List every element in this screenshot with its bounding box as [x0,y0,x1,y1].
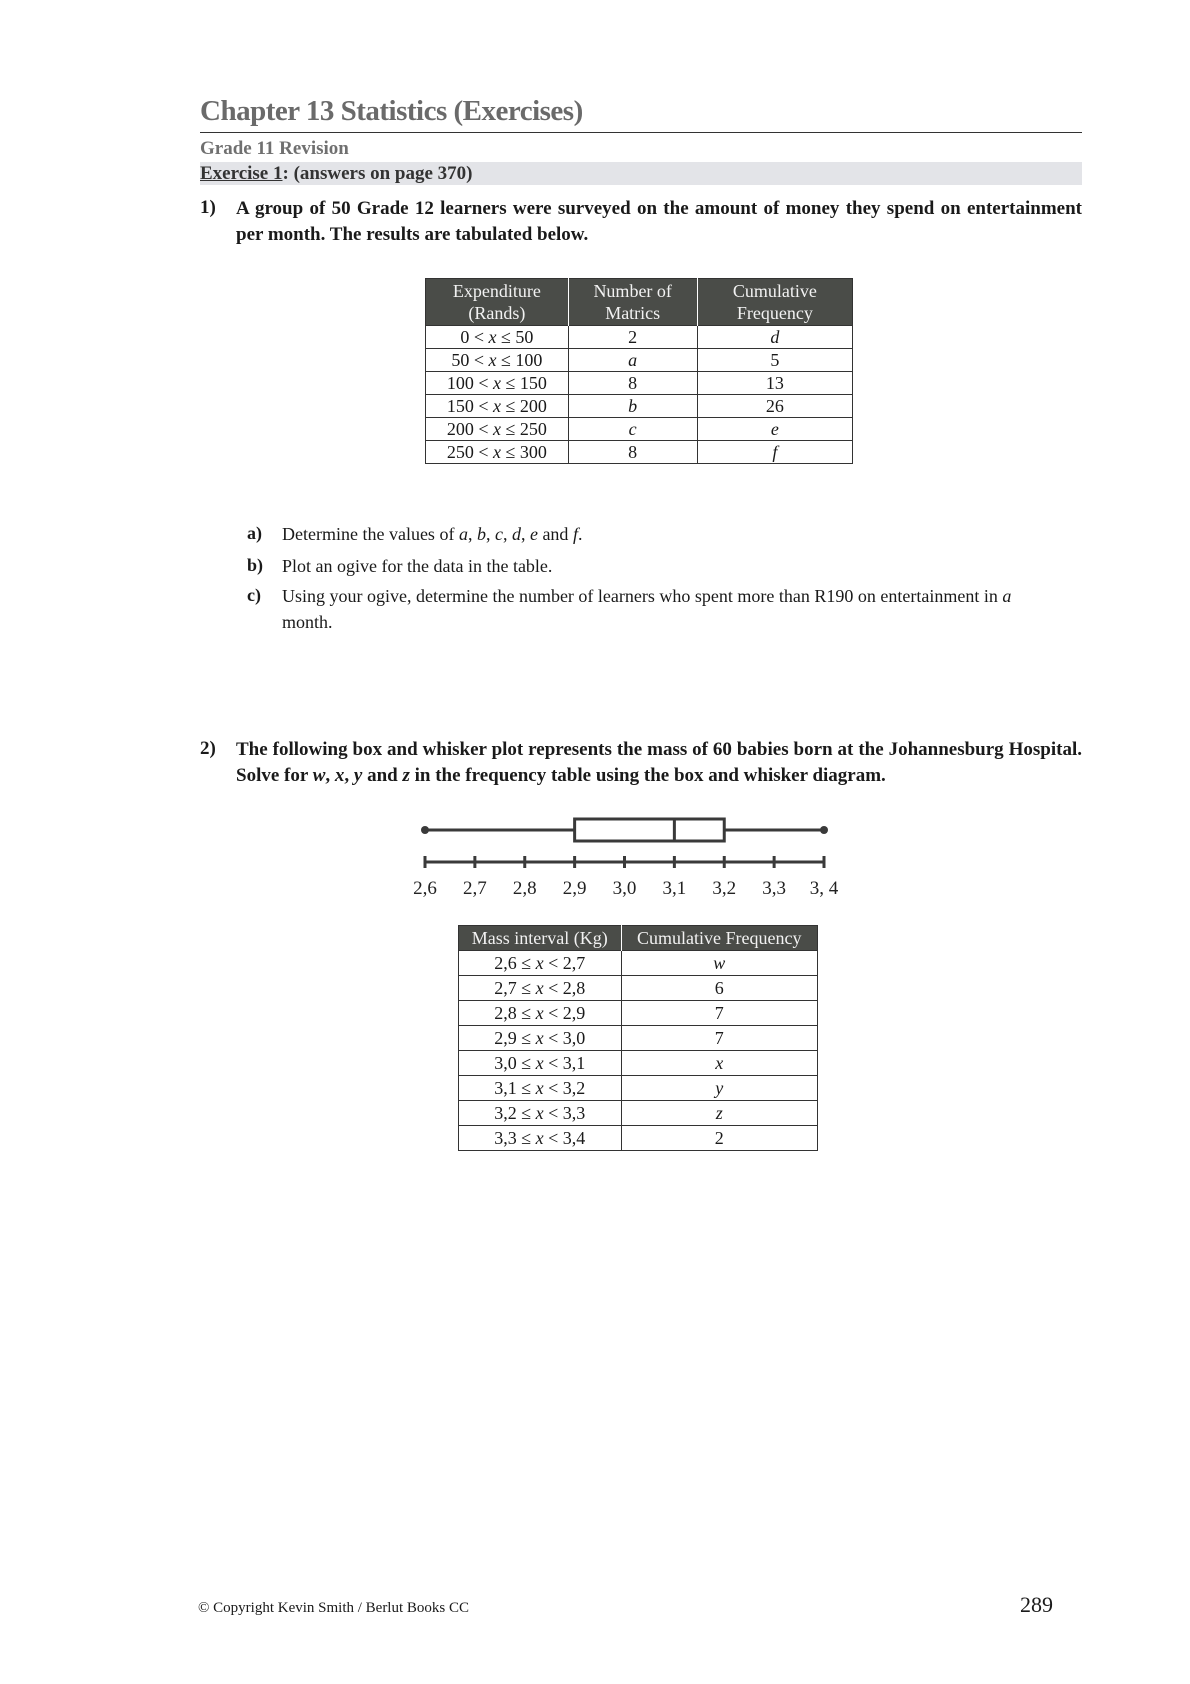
table-cell: 3,0 ≤ x < 3,1 [459,1051,622,1076]
column-header: Cumulative Frequency [621,926,817,951]
title-rule [200,132,1082,133]
min-point [421,826,429,834]
expenditure-table [425,278,853,464]
copyright-footer: © Copyright Kevin Smith / Berlut Books CC [198,1600,469,1616]
section-subtitle: Grade 11 Revision [200,138,349,159]
question-1-number: 1) [200,197,216,218]
table-row [459,1001,818,1026]
table-cell: w [621,951,817,976]
table-cell: f [697,441,852,464]
part-label: c) [247,585,261,605]
table-cell: 8 [568,441,697,464]
tick-label: 3, 4 [809,878,839,899]
page-number: 289 [1020,1592,1053,1617]
table-cell: 8 [568,372,697,395]
table-cell: c [568,418,697,441]
iqr-box [575,819,725,841]
table-cell: a [568,349,697,372]
table-row [426,395,853,418]
table-cell: z [621,1101,817,1126]
table-row [426,441,853,464]
table-cell: d [697,326,852,349]
part-text: Determine the values of a, b, c, d, e and f. [282,524,583,544]
table-row [459,1051,818,1076]
table-row [426,326,853,349]
max-point [820,826,828,834]
table-cell: 3,3 ≤ x < 3,4 [459,1126,622,1151]
tick-label: 3,2 [712,878,737,899]
column-header: Number of Matrics [568,279,697,326]
table-cell: 100 < x ≤ 150 [426,372,569,395]
table-row [459,1076,818,1101]
table-cell: 150 < x ≤ 200 [426,395,569,418]
table-cell: 2,7 ≤ x < 2,8 [459,976,622,1001]
column-header: Mass interval (Kg) [459,926,622,951]
part-label: a) [247,523,262,543]
tick-label: 2,6 [413,878,437,899]
table-row [459,976,818,1001]
column-header: Expenditure (Rands) [426,279,569,326]
table-cell: 2,6 ≤ x < 2,7 [459,951,622,976]
tick-label: 3,0 [612,878,637,899]
table-cell: y [621,1076,817,1101]
table-cell: 7 [621,1026,817,1051]
table-cell: 250 < x ≤ 300 [426,441,569,464]
table-cell: 2,9 ≤ x < 3,0 [459,1026,622,1051]
table-row [459,1126,818,1151]
table-cell: 3,1 ≤ x < 3,2 [459,1076,622,1101]
table-cell: 3,2 ≤ x < 3,3 [459,1101,622,1126]
chapter-title: Chapter 13 Statistics (Exercises) [200,95,583,127]
table-cell: 50 < x ≤ 100 [426,349,569,372]
table-cell: 5 [697,349,852,372]
question-2-text: The following box and whisker plot represents the mass of 60 babies born at the Johannesburg Hospital. Solve for w, x, y and z in the frequency table using the box and whisker diagram. [236,739,1082,786]
exercise-heading [200,163,473,185]
part-label: b) [247,555,264,575]
tick-label: 2,7 [463,878,487,899]
tick-label: 2,8 [512,878,537,899]
table-row [426,349,853,372]
column-header: Cumulative Frequency [697,279,852,326]
part-text: Plot an ogive for the data in the table. [282,556,553,576]
table-row [459,1026,818,1051]
table-cell: 26 [697,395,852,418]
table-row [459,1101,818,1126]
part-text: Using your ogive, determine the number of learners who spent more than R190 on entertainment in a month. [282,586,1012,632]
tick-label: 2,9 [562,878,587,899]
table-row [459,951,818,976]
table-cell: 13 [697,372,852,395]
table-cell: 0 < x ≤ 50 [426,326,569,349]
table-row [426,418,853,441]
table-cell: 7 [621,1001,817,1026]
table-cell: 6 [621,976,817,1001]
tick-label: 3,1 [662,878,687,899]
table-cell: e [697,418,852,441]
mass-frequency-table [458,925,818,1151]
table-cell: b [568,395,697,418]
table-cell: 2 [568,326,697,349]
box-whisker-plot [400,805,860,905]
question-2-number: 2) [200,738,216,759]
exercise-label: Exercise 1 [200,163,283,184]
question-1-text: A group of 50 Grade 12 learners were surveyed on the amount of money they spend on entertainment per month. The results are tabulated below. [236,198,1082,245]
table-cell: 2,8 ≤ x < 2,9 [459,1001,622,1026]
tick-label: 3,3 [762,878,786,899]
exercise-suffix: : (answers on page 370) [282,163,473,184]
table-cell: x [621,1051,817,1076]
table-cell: 200 < x ≤ 250 [426,418,569,441]
table-cell: 2 [621,1126,817,1151]
table-row [426,372,853,395]
